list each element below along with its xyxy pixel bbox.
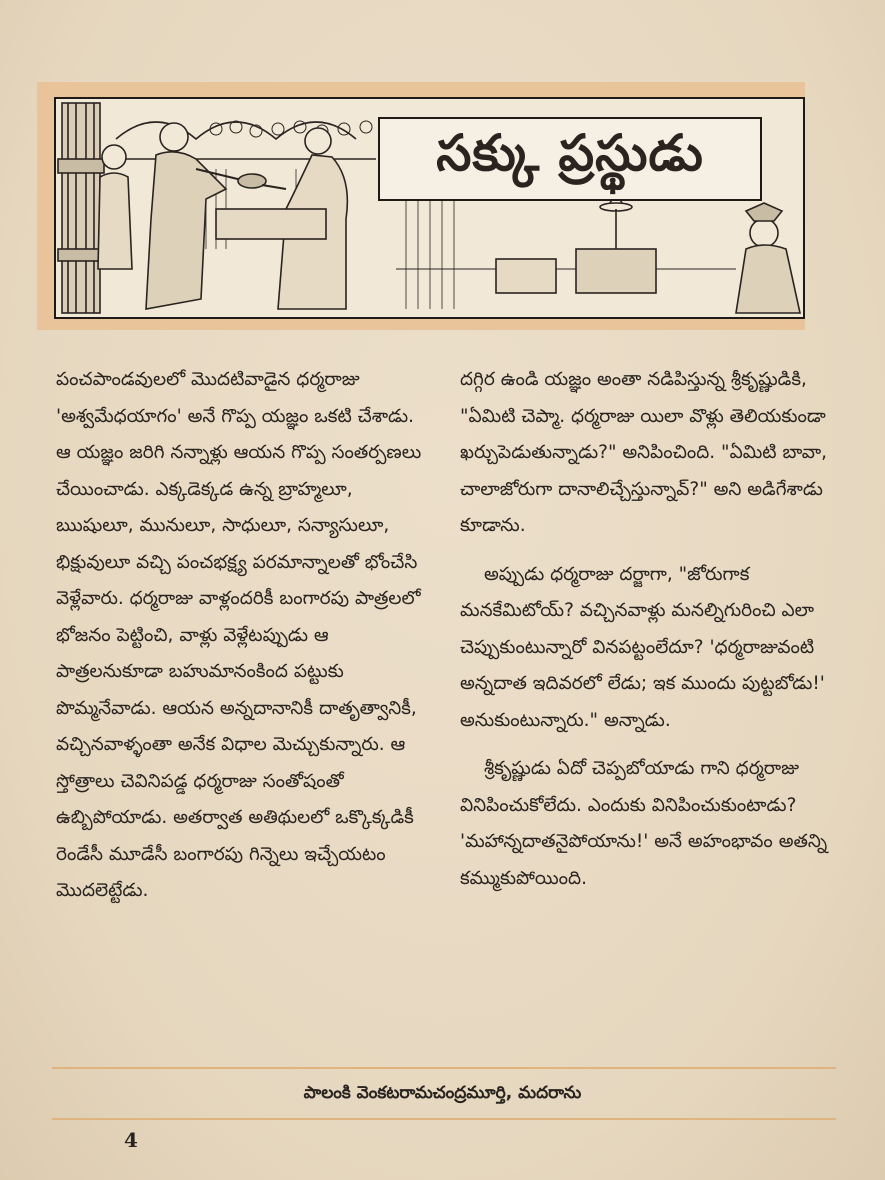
left-column: [56, 362, 426, 910]
paragraph: శ్రీకృష్ణుడు ఏదో చెప్పబోయాడు గాని ధర్మరాజు వినిపించుకోలేదు. ఎందుకు వినిపించుకుంటాడు? 'మహాన్నదాతనైపోయాను!' అనే అహంభావం అతన్ని కమ్ముకుపోయింది.: [460, 758, 828, 889]
page-number: 4: [124, 1128, 138, 1152]
header-illustration: [54, 97, 805, 319]
divider: [52, 1067, 836, 1069]
story-title: సక్కు ప్రస్థుడు: [436, 123, 704, 182]
paragraph: అప్పుడు ధర్మరాజు దర్జాగా, "జోరుగాక మనకేమిటోయ్? వచ్చినవాళ్లు మనల్నిగురించి ఎలా చెప్పుకుంటున్నారో వినపట్టంలేదూ? 'ధర్మరాజువంటి అన్నదాత ఇదివరలో లేడు; ఇక ముందు పుట్టబోడు!' అనుకుంటున్నారు." అన్నాడు.: [460, 563, 825, 731]
divider: [52, 1118, 836, 1120]
paragraph: పంచపాండవులలో మొదటివాడైన ధర్మరాజు 'అశ్వమేధయాగం' అనే గొప్ప యజ్ఞం ఒకటి చేశాడు. ఆ యజ్ఞం జరిగి నన్నాళ్లు ఆయన గొప్ప సంతర్పణలు చేయించాడు. ఎక్కడెక్కడ ఉన్న బ్రాహ్మలూ, ఋషులూ, మునులూ, సాధులూ, సన్యాసులూ, భిక్షువులూ వచ్చి పంచభక్ష్య పరమాన్నాలతో భోంచేసి వెళ్లేవారు. ధర్మరాజు వాళ్లందరికీ బంగారపు పాత్రలలో భోజనం పెట్టించి, వాళ్లు వెళ్లేటప్పుడు ఆ పాత్రలనుకూడా బహుమానంకింద పట్టుకు పొమ్మనేవాడు. ఆయన అన్నదానానికీ దాతృత్వానికీ, వచ్చినవాళ్ళంతా అనేక విధాల మెచ్చుకున్నారు. ఆ స్తోత్రాలు చెవినిపడ్డ ధర్మరాజు సంతోషంతో ఉబ్బిపోయాడు. అతర్వాత అతిథులలో ఒక్కొక్కడికీ రెండేసీ మూడేసీ బంగారపు గిన్నెలు ఇచ్చేయటం మొదలెట్టేడు.: [56, 369, 422, 901]
right-column: [460, 362, 830, 897]
paragraph: దగ్గిర ఉండి యజ్ఞం అంతా నడిపిస్తున్న శ్రీకృష్ణుడికి, "ఏమిటి చెప్మా. ధర్మరాజు యిలా వొళ్లు తెలియకుండా ఖర్చుపెడుతున్నాడు?" అనిపించింది. "ఏమిటి బావా, చాలాజోరుగా దానాలిచ్చేస్తున్నావ్?" అని అడిగేశాడు కూడాను.: [460, 369, 827, 536]
author-byline: పాలంకి వెంకటరామచంద్రమూర్తి, మదరాను: [303, 1083, 582, 1103]
title-box: [378, 117, 762, 201]
